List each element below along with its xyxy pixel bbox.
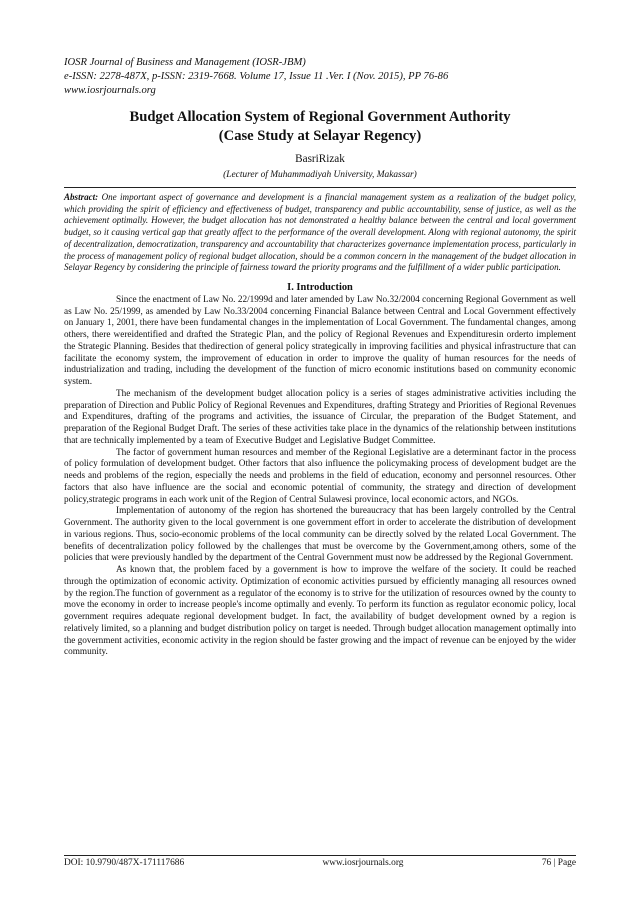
footer-doi: DOI: 10.9790/487X-171117686: [64, 858, 185, 868]
paragraph: The factor of government human resources and member of the Regional Legislative are a determinant factor in the process of policy formulation of development budget. Other factors that also influence the policymaking process of development budget are the needs and problems of the region, especially the needs and problems in the field of education, economy and personnel resources. Other factors that also have influence are the social and economic potential of community, the strategy and direction of development policy,strategic programs in each work unit of the Region of Central Sulawesi province, local economic actors, and NGOs.: [64, 447, 576, 505]
title-line-2: (Case Study at Selayar Regency): [218, 128, 422, 144]
paragraph: Implementation of autonomy of the region has shortened the bureaucracy that has been largely controlled by the Central Government. The authority given to the local government is one government effort in order to accelerate the distribution of development in various regions. Thus, socio-economic problems of the local community can be directly solved by the related Local Government. The benefits of decentralization policy followed by the challenges that must be overcome by the Government,among others, some of the policies that were previously handled by the department of the Central Government must now be addressed by the Regional Government.: [64, 506, 576, 564]
paper-title: [64, 108, 576, 146]
footer-page-number: 76 | Page: [541, 858, 576, 868]
abstract-text: One important aspect of governance and development is a financial management system as a realization of the budget policy, which providing the spirit of efficiency and effectiveness of budget, transparency and public accountability, sense of justice, as well as the achievement optimally. However, the budget allocation has not demonstrated a healthy balance between the central and local government budget, so it causing vertical gap that greatly affect to the performance of the overall development. Along with regional autonomy, the spirit of decentralization, democratization, transparency and accountability that characterizes governance implementation process, particularly in the process of management policy of regional budget allocation, should be a common concern in the management of the budget allocation in Selayar Regency by considering the principle of fairness toward the priority programs and the fulfillment of a wider public participation.: [64, 192, 576, 273]
journal-url: www.iosrjournals.org: [64, 85, 156, 96]
paper-page: [64, 56, 576, 659]
body-text: [64, 295, 576, 659]
page-footer: [64, 855, 576, 868]
abstract: [64, 192, 576, 274]
paragraph: Since the enactment of Law No. 22/1999d and later amended by Law No.32/2004 concerning Regional Government as well as Law No. 25/1999, as amended by Law No.33/2004 concerning Financial Balance between Central and Local Government effectively on January 1, 2001, there have been fundamental changes in the implementation of Local Government. The fundamental changes, among others, there wereidentified and drafted the Strategic Plan, and the policy of Regional Revenues and Expendituresin orderto implement the Strategic Planning. Besides that thedirection of general policy strategically in improving facilities and physical infrastructure that can facilitate the economy system, the improvement of education in order to improve the quality of human resources for the needs of industrialization and trading, including the development of the function of micro economic institutions based on community economic system.: [64, 294, 576, 388]
footer-site: www.iosrjournals.org: [322, 858, 404, 868]
author-name: BasriRizak: [295, 153, 345, 165]
journal-header: [64, 56, 576, 98]
paragraph: As known that, the problem faced by a government is how to improve the welfare of the society. It could be reached through the optimization of economic activity. Optimization of economic activities pursued by efficiently managing all resources owned by the region.The function of government as a regulator of the economy is to strive for the utilization of resources owned by the county to move the economy in order to increase people's income optimally and evenly. To perform its function as regulator economic policy, local government requires adequate regional development budget. In fact, the availability of budget development owned by a region is relatively limited, so a planning and budget distribution policy on target is needed. Through budget allocation management optimally into the government activities, economic activity in the region should be faster growing and the impact of revenue can be enjoyed by the wider community.: [64, 565, 576, 658]
journal-name: IOSR Journal of Business and Management (IOSR-JBM): [64, 57, 306, 68]
title-line-1: Budget Allocation System of Regional Government Authority: [129, 109, 511, 125]
journal-issn: e-ISSN: 2278-487X, p-ISSN: 2319-7668. Volume 17, Issue 11 .Ver. I (Nov. 2015), PP 76-86: [64, 71, 449, 82]
abstract-label: Abstract:: [64, 192, 99, 202]
author-affiliation: (Lecturer of Muhammadiyah University, Makassar): [223, 170, 417, 180]
section-heading: I. Introduction: [287, 281, 353, 293]
divider: [64, 187, 576, 188]
paragraph: The mechanism of the development budget allocation policy is a series of stages administrative activities including the preparation of Direction and Public Policy of Regional Revenues and Expenditures, drafting Strategy and Priorities of Regional Revenues and Expenditures, drafting of the programs and activities, the issuance of Circular, the preparation of the Budget Statement, and preparation of the Regional Budget Draft. The series of these activities take place in the dynamics of the relationship between institutions that are technically implemented by a team of Executive Budget and Legislative Budget Committee.: [64, 388, 576, 446]
